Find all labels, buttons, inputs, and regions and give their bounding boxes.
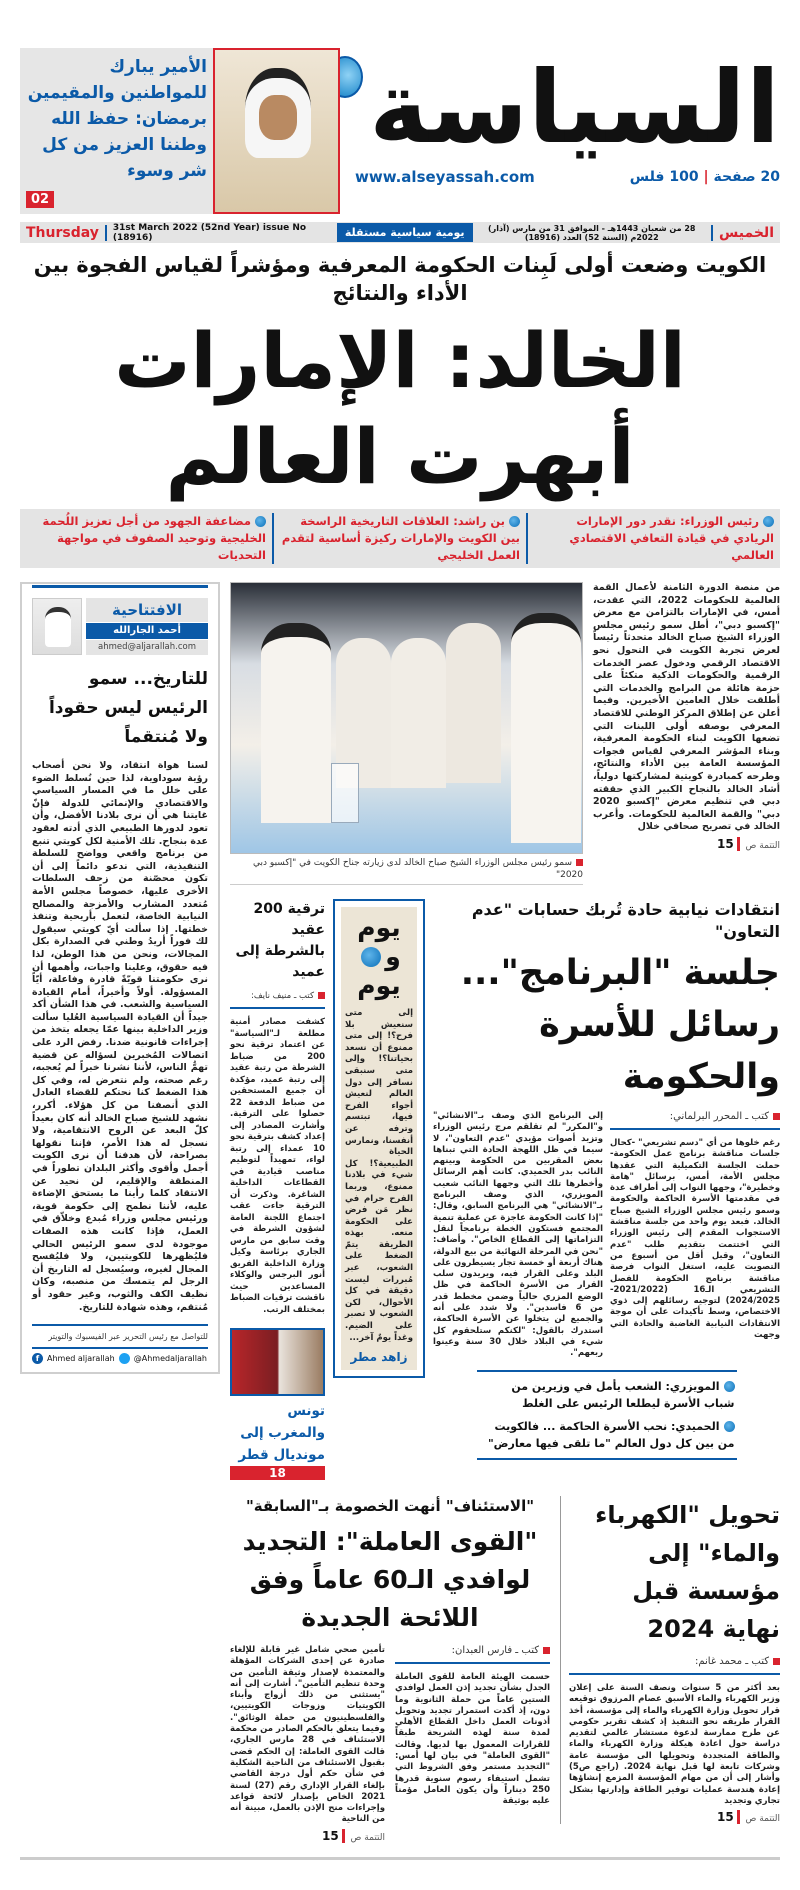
continued-link[interactable]: التتمة ص 15	[716, 1810, 780, 1825]
session-article	[433, 899, 780, 1460]
teaser-headline: الأمير يبارك للمواطنين والمقيمين برمضان: حفظ الله وطننا العزيز من كل شر وسوء	[27, 57, 207, 181]
photo-caption: سمو رئيس مجلس الوزراء الشيخ صباح الخالد لدى زيارته جناح الكويت في "إكسبو دبي 2020"	[230, 857, 583, 885]
sports-page-badge: 18	[230, 1466, 325, 1480]
twitter-icon	[119, 1353, 130, 1364]
police-article	[230, 899, 325, 1316]
column-title: يوم و يوم	[357, 913, 401, 1000]
globe-bullet-icon	[255, 516, 266, 527]
pull-quote: المويزري: الشعب يأمل في وزيرين من شباب الأسرة ليطلعا الرئيس على الغلط	[511, 1379, 735, 1410]
lead-kicker: الكويت وضعت أولى لَبِنات الحكومة المعرفية ومؤشراً لقياس الفجوة بين الأداء والنتائج	[33, 253, 767, 305]
column-body: إلى متى سنعيش بلا فرح؟! إلى متى ممنوع أن نسعد بحياتنا؟! وإلى متى سنبقى نسافر إلى دول العالم لنعيش أجواء الفرح فيها، تبتسم وترفه عن أنفسنا، ونمارس الحياة الطبيعية؟! كل شيء في بلادنا ممنوع، وربما الفرح حرام في نظر مَن فرض على الحكومة منعه. بهذه الطريقة يتمّ الضغط على الشعوب، عبر مُبررات ليست دقيقة في كل الأحوال، لكن الشعوب لا تصبر على الضيم. وغداً يومٌ آخر...	[345, 1008, 413, 1343]
police-headline[interactable]: ترقية 200 عقيد بالشرطة إلى عميد	[235, 901, 325, 980]
session-body-right: رغم خلوها من أي "دسم تشريعي" -كحال جلسات مناقشة برنامج عمل الحكومة- حملت الجلسة التكميلية التي عقدها مجلس الأمة، أمس، برسائل "هامة وخطيرة"، وجهها النواب إلى أطراف عدة في مقدمتها الأسرة الحاكمة والحكومة وسمو رئيس مجلس الوزراء الشيخ صباح الخالد. فبعد يوم واحد من جلسة مناقشة الاستجواب المقدم إلى رئيس الوزراء التي اختتمت بتقديم طلب "عدم التعاون"، وقبل أقل من أسبوع من التصويت عليه، استغل النواب فرصة مناقشة برنامج الحكومة للفصل التشريعي الـ16 (2021/2022-2024/2025) لتوجيه رسائلهم إلى ذوي الاختصاص، وسط تأكيدات على أن موجة الانتقادات النيابية الغاضبة والحادة التي وجهت	[610, 1138, 780, 1341]
lead-headline[interactable]: الخالد: الإمارات أبهرت العالم	[114, 316, 686, 501]
author-photo	[32, 598, 82, 655]
editorial-email[interactable]: ahmed@aljarallah.com	[86, 640, 208, 655]
logo-text: السياسة	[369, 49, 780, 166]
highlight-item[interactable]: مضاعفة الجهود من أجل تعزيز اللُحمة الخليجية وتوحيد الصفوف في مواجهة التحديات	[42, 514, 266, 562]
editorial-headline[interactable]: للتاريخ... سمو الرئيس ليس حقوداً ولا مُنتقماً	[48, 669, 208, 747]
column-box	[333, 899, 425, 1378]
day-en: Thursday	[20, 225, 107, 241]
continued-link[interactable]: التتمة ص 15	[716, 836, 780, 851]
continued-link[interactable]: التتمة ص 15	[321, 1828, 385, 1843]
falcon-logo-icon	[361, 947, 381, 967]
logo[interactable]	[355, 48, 780, 168]
emir-photo	[213, 48, 340, 214]
manpower-byline: كتب ـ فارس العبدان:	[395, 1645, 550, 1664]
police-byline: كتب ـ منيف نايف:	[230, 991, 325, 1009]
session-byline: كتب ـ المحرر البرلماني:	[610, 1111, 780, 1130]
website-link[interactable]: www.alseyassah.com	[355, 168, 535, 186]
teaser-page-badge: 02	[26, 191, 54, 208]
teaser-box[interactable]	[20, 48, 340, 214]
manpower-body-left: تأمين صحي شامل غير قابلة للإلغاء صادرة عن إحدى الشركات المؤهلة والمعتمدة لإصدار وثيقة التأمين من وحدة تنظيم التأمين". أشارت إلى أنه "يستثنى من ذلك أزواج وأبناء الكويتيات وزوجات الكويتيين، والفلسطينيون من حملة الوثائق". وفيما يتعلق بالحكم الصادر من محكمة الاستئناف في 28 مارس الجاري، قالت القوى العاملة: إن الحكم قضى بقبول الاستئناف من الناحية الشكلية في شأن حكم أول درجة القاضي بإلغاء القرار الإداري رقم (27) لسنة 2021 الخاص بإصدار لائحة قواعد وإجراءات منح الإذن بالعمل، مبينة أنه من الناحية	[230, 1645, 385, 1825]
editorial-section: الافتتاحية	[86, 598, 208, 622]
lead-body: من منصة الدورة الثامنة لأعمال القمة العالمية للحكومات 2022، التي عقدت، أمس، في الإمارات بالتزامن مع معرض "إكسبو دبي"، أطل سمو رئيس مجلس الوزراء الشيخ صباح الخالد متحدثاً رئيساً لعرض تجربة الكويت في التحول نحو الاقتصاد الرقمي ودخول عصر الخدمات الرقمية والحكومات الذكية متكئاً على حزمة هائلة من البرامج والخدمات التي أطلقت خلال العامين الأخيرين. وفيما أعلن عن إطلاق المركز الوطني للاقتصاد المعرفي بوصفه أولى اللبنات التي تضعها الكويت لبناء الحكومة المعرفية، وبناء المؤشر المعرفي لقياس فجوات المؤسسة العامة بين الأداء والنتائج، وطرحه كمبادرة كويتية لمشاركتها دولياً، أشاد الخالد بالنجاح الكبير الذي حققته دبي في تنظيم معرض "إكسبو 2020 دبي" والقمة العالمية للحكومات. وأعرب الخالد في تصريح صحافي خلال	[593, 582, 780, 833]
lead-article	[593, 582, 780, 851]
session-kicker: انتقادات نيابية حادة تُربك حسابات "عدم التعاون"	[471, 900, 780, 941]
electricity-body: بعد أكثر من 5 سنوات ونصف السنة على إعلان وزير الكهرباء والماء الأسبق عصام المرزوق توقيعه قرار تحويل وزارة الكهرباء والماء إلى مؤسسة، أخذ القرار طريقه نحو التنفيذ إذ كشف تقرير حكومي عن طرح ممارسة لدعوة مستشار عالمي لتقديم دراسة حول اعادة هيكلة وزارة الكهرباء والماء والطاقة المتجددة وتحويلها الى مؤسسة عامة وشركات تابعة لها قبل نهاية 2024. (راجع ص5) وأشار إلى أن من مهام المؤسسة المزمع إنشاؤها إعادة هندسة عمليات توفير الطاقة وإدارتها بشكل تجاري وتجديد	[569, 1683, 780, 1806]
globe-bullet-icon	[724, 1421, 735, 1432]
page-count: 20 صفحة	[713, 169, 780, 185]
facebook-link[interactable]: Ahmed aljarallah	[47, 1354, 115, 1364]
highlight-item[interactable]: بن راشد: العلاقات التاريخية الراسخة بين الكويت والإمارات ركيزة أساسية لتقدم العمل الخليجي	[272, 513, 528, 564]
column-inner	[341, 907, 417, 1370]
tagline: يومية سياسية مستقلة	[337, 223, 473, 242]
pull-quote: الحميدي: نحب الأسرة الحاكمة ... فالكويت من بين كل دول العالم "ما تلقى فيها معارض"	[487, 1419, 735, 1450]
bottom-rule	[20, 1857, 780, 1860]
date-en: 31st March 2022 (52nd Year) issue No (18916)	[112, 222, 307, 243]
date-bar	[20, 222, 780, 243]
column-author: زاهد مطر	[350, 1350, 408, 1365]
price-info: 20 صفحة | 100 فلس	[629, 169, 780, 185]
editorial-box	[20, 582, 220, 1374]
manpower-article	[230, 1496, 550, 1843]
sports-teaser[interactable]	[230, 1328, 325, 1480]
facebook-icon: f	[32, 1353, 43, 1364]
price: 100 فلس	[629, 169, 699, 185]
manpower-kicker: "الاستئناف" أنهت الخصومة بـ"السابقة"	[245, 1497, 535, 1515]
football-photo	[230, 1328, 325, 1396]
electricity-article	[560, 1496, 780, 1824]
electricity-byline: كتب ـ محمد غانم:	[569, 1656, 780, 1675]
lead-photo	[230, 582, 583, 854]
day-ar: الخميس	[711, 225, 780, 241]
logo-block	[355, 48, 780, 186]
date-ar: 28 من شعبان 1443هـ - الموافق 31 من مارس (آذار) 2022م (السنة 52) العدد (18916)	[488, 223, 696, 242]
session-pull-quotes	[477, 1370, 737, 1460]
editorial-author: أحمد الجارالله	[86, 623, 208, 639]
highlight-item[interactable]: رئيس الوزراء: نقدر دور الإمارات الريادي في قيادة التعافي الاقتصادي العالمي	[569, 514, 774, 562]
manpower-body-right: حسمت الهيئة العامة للقوى العاملة الجدل بشأن تجديد إذن العمل لوافدي الستين عاماً من حملة الثانوية وما دون، إذ أكدت استمرار تجديد وتحويل أذونات العمل داخل القطاع الأهلي لمدة سنة لهذه الشريحة طبقاً للقرارات المعمول بها لديها. وقالت "القوى العاملة" في بيان لها أمس: "التجديد مستمر وفق الشروط التي تشمل استيفاء رسوم سنوية قدرها 250 ديناراً وأن يكون العامل مؤمناً عليه بوثيقة	[395, 1672, 550, 1807]
police-body: كشفت مصادر أمنية مطلعة لـ"السياسة" عن اعتماد ترقية نحو 200 من ضباط الشرطة من رتبة عقيد إلى رتبة عميد، مؤكدة أن جميع المستحقين من ضباط الدفعة 22 حصلوا على الترقية. وأشارت المصادر إلى إعداد كشف بترقية نحو 10 عمداء إلى رتبة لواء، تمهيداً لتوظيم مناصب قيادية في القطاعات الداخلية الشاغرة. وذكرت أن الترقية جاءت عقب اجتماع اللجنة العامة لشؤون الشرطة في وقت سابق من مارس الجاري برئاسة وكيل وزارة الداخلية الفريق أنور البرجس والوكلاء المساعدين حيث ناقشت ترقيات الضباط بمختلف الرتب.	[230, 1017, 325, 1315]
globe-bullet-icon	[724, 1381, 735, 1392]
right-area	[230, 582, 780, 1843]
masthead	[20, 48, 780, 214]
twitter-link[interactable]: @Ahmedaljarallah	[133, 1354, 207, 1364]
manpower-headline[interactable]: "القوى العاملة": التجديد لوافدي الـ60 عاماً وفق اللائحة الجديدة	[242, 1527, 538, 1632]
social-links	[32, 1349, 208, 1364]
main-grid	[20, 582, 780, 1843]
highlights-bar	[20, 509, 780, 568]
globe-bullet-icon	[763, 516, 774, 527]
session-body-left: إلى البرنامج الذي وصف بـ"الانشائي" و"المكرر" لم تقلقم مرج رئيس الوزراء وتزيد أصوات مؤيدي "عدم التعاون"، لا سيما في ظل اللهجة الحادة التي تبناها بعض المقربين من الحكومة وبينهم النائب بدر الحميدي. كانت أهم الرسائل وأخطرها تلك التي وجهها النائب شعيب المويزري، الذي وصف البرنامج بـ"الانشائي" هي البرنامج السابق، وقال: "إذا كانت الحكومة عاجزة عن عملية تنمية المجتمع فستكون الخطة برنامجاً لنقل التزاماتها إلى القطاع الخاص". وأضاف: "نحن في المرحلة النهائية من بيع الدولة، هناك أربعة أو خمسة تجار يسيطرون على البلد وعلى القرار فيه، ويريدون سلب القرار من الأسرة الحاكمة في ظل الوضع المزري حالياً وضمن مخطط قدر من 6 فاسدين". ولا شدد على أنه والجميع لن يتخلوا عن الأسرة الحاكمة، استدرك بالقول: "لكنكم ستلحقوم كل شيء في البلاد خلال 30 سنة وعينوا ربعهم".	[433, 1111, 603, 1359]
editorial-body: لسنا هواة انتقاد، ولا نحن أصحاب رؤية سوداوية، لذا حين نُسلط الضوء على خلل ما في المسار السياسي والاقتصادي والإنمائي للدولة فإنّ غايتنا هي أن نرى بلادنا الأفضل، وأن تعود لدورها الطبيعي الذي أدته لعقود عدة بنجاح. تلك الأمنية لكل كويتي تنبع من برنامج واقعي وواضح للسلطة التنفيذية، التي ندعو دائماً إلى أن تكون محصّنة من زحف السلطات الأخرى عليها، خصوصاً مجلس الأمة مُتعدد المشارب والأمزجة والمصالح النيابية الخاصة، لتعمل بأريحية وتنفذ خطتها. إذا سألت أيّ كويتي سيقول لك فوراً أريدُ وطني في الصدارة بكل المجالات، ونحن من هذا الوطن، لذا فيه حقوق، وعلينا واجبات، وأهمها أن نرى حكومتنا قويّةً قادرة وفاعلة، أيّاً المسؤولة. أولاً وأخيراً، أمام القيادة السياسية والشعب. في هذا الشأن أكد جيداً أن القيادة السياسية العُليا سألت وزير الداخلية بينها عمّا يجعله يتخذ من إجراءات قانونية ضدنا. رفض الرد على اتصالات المُخبرين لسؤاله عن قضية تهمُّ الناس، لأننا نشرنا خبراً لم يُعجبه، رغم صحته، ولم نتعرض له، وفي كل هذا الضغط كنا نحتكم للقضاء العادل الذي أنصفنا من كل هؤلاء. أكرر، نشهد للشيخ صباح الخالد أنه كان بعيداً كلّ البعد عن الروح الانتقامية، ولا نسجل له هذا الأمر، فإننا نقولها بصراحة، لأن هدفنا أن نرى الكويت أجمل وأقوى وأكثر البلدان تطوراً في المنطقة والإقليم، لن نحيد عن الانتقاد كلما رأينا ما يستحق الإضاءة عليه، لأننا نطمح إلى حكومة قوية، ورئيس مجلس وزراء مُبدع وخلاّق في العمل، فإذا كانت هذه الصفات موجودة لدى سمو الرئيس الحالي فليُظهرها للكويتيين، ولا فليُفسح المجال لغيره، وسيُسجل له التاريخ أن الرجل لم يتمسك من منصبه، وكان نظيف الكف والثوب، وغير حقود أو مُنتقم، وهذه شهادة للتاريخ.	[32, 760, 208, 1313]
contact-label: للتواصل مع رئيس التحرير عبر الفيسبوك والتويتر	[48, 1332, 208, 1342]
session-headline[interactable]: جلسة "البرنامج"... رسائل للأسرة والحكومة	[460, 953, 780, 1097]
globe-bullet-icon	[509, 516, 520, 527]
electricity-headline[interactable]: تحويل "الكهرباء والماء" إلى مؤسسة قبل نهاية 2024	[595, 1501, 780, 1643]
sports-headline: تونس والمغرب إلى مونديال قطر	[238, 1403, 325, 1463]
